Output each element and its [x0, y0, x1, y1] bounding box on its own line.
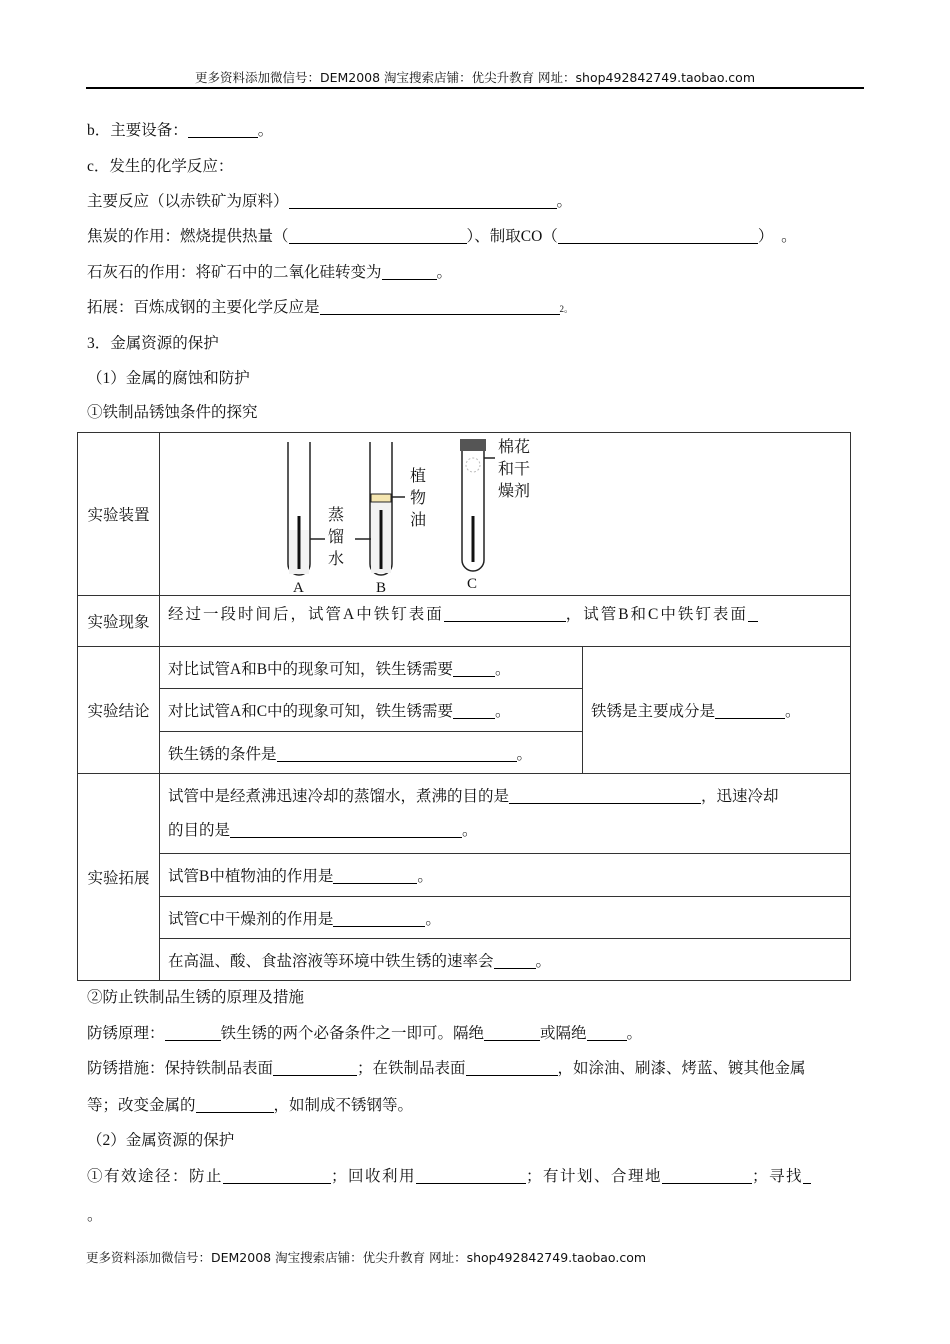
line-text: ） 。	[757, 228, 797, 245]
text-line	[87, 260, 452, 282]
text-line	[87, 400, 258, 422]
line-text: 焦炭的作用：燃烧提供热量（	[87, 228, 289, 245]
blank	[558, 228, 758, 245]
label-a: A	[293, 579, 304, 595]
prevent-measures: 防锈措施：保持铁制品表面 ；在铁制品表面 ，如涂油、刷漆、烤蓝、镀其他金属	[87, 1060, 806, 1077]
line-text: 拓展：百炼成钢的主要化学反应是	[87, 299, 320, 316]
line-text: ）、制取CO（	[466, 228, 558, 245]
rust-component: 铁锈是主要成分是 。	[583, 647, 851, 774]
extension-3: 试管C中干燥剂的作用是 。	[160, 897, 851, 939]
blank	[289, 193, 557, 210]
line-text: （1）金属的腐蚀和防护	[87, 370, 250, 387]
line-text: 3．金属资源的保护	[87, 335, 219, 352]
blank	[289, 228, 467, 245]
conclusion-1: 对比试管A和B中的现象可知，铁生锈需要 。	[160, 647, 583, 689]
experiment-table	[77, 432, 851, 981]
phenomenon-text: 经过一段时间后，试管A中铁钉表面 ，试管B和C中铁钉表面	[160, 596, 851, 647]
resource-heading: （2）金属资源的保护	[87, 1132, 235, 1149]
device-label: 实验装置	[78, 433, 160, 596]
prevent-measures-cont: 等；改变金属的 ，如制成不锈钢等。	[87, 1097, 414, 1114]
blank	[444, 606, 566, 623]
extension-1: 试管中是经煮沸迅速冷却的蒸馏水，煮沸的目的是 ，迅速冷却 的目的是 。	[160, 774, 851, 854]
text-line	[87, 118, 273, 140]
page-footer: 更多资料添加微信号：DEM2008 淘宝搜索店铺：优尖升教育 网址：shop492842749.taobao.com	[86, 1250, 647, 1265]
line-text: 。	[257, 122, 274, 139]
text-line	[87, 154, 233, 176]
prevent-principle: 防锈原理： 铁生锈的两个必备条件之一即可。隔绝 或隔绝 。	[87, 1025, 643, 1042]
effective-ways: ①有效途径：防止 ；回收利用 ；有计划、合理地 ；寻找	[87, 1164, 811, 1186]
line-text: 2。	[559, 304, 574, 314]
label-b: B	[376, 579, 387, 595]
header-divider	[86, 87, 864, 89]
conclusion-3: 铁生锈的条件是 。	[160, 732, 583, 774]
extension-label: 实验拓展	[78, 774, 160, 981]
effective-ways-cont: 。	[87, 1207, 103, 1224]
water-label: 蒸馏水	[328, 504, 345, 568]
extension-2: 试管B中植物油的作用是 。	[160, 854, 851, 897]
blank	[320, 299, 560, 316]
text-line	[87, 189, 572, 211]
conclusion-label: 实验结论	[78, 647, 160, 774]
line-text: 石灰石的作用：将矿石中的二氧化硅转变为	[87, 264, 382, 281]
label-c: C	[467, 575, 478, 592]
text-line	[87, 224, 797, 246]
text-line	[87, 331, 219, 353]
page-header: 更多资料添加微信号：DEM2008 淘宝搜索店铺：优尖升教育 网址：shop492842749.taobao.com	[194, 70, 756, 85]
text-line	[87, 295, 573, 317]
prevent-heading: ②防止铁制品生锈的原理及措施	[87, 989, 305, 1006]
apparatus-figure	[160, 433, 851, 596]
blank	[382, 264, 437, 281]
conclusion-2: 对比试管A和C中的现象可知，铁生锈需要 。	[160, 689, 583, 732]
line-text: 。	[556, 193, 573, 210]
line-text: 。	[436, 264, 453, 281]
line-text: 主要反应（以赤铁矿为原料）	[87, 193, 289, 210]
text-line	[87, 366, 250, 388]
cotton-label: 棉花和干燥剂	[498, 436, 531, 500]
blank	[188, 122, 258, 139]
extension-4: 在高温、酸、食盐溶液等环境中铁生锈的速率会 。	[160, 939, 851, 981]
phenomenon-label: 实验现象	[78, 596, 160, 647]
line-text: c．发生的化学反应：	[87, 158, 234, 175]
line-text: ①铁制品锈蚀条件的探究	[87, 404, 258, 421]
line-text: b．主要设备：	[87, 122, 188, 139]
oil-label: 植物油	[410, 465, 427, 529]
